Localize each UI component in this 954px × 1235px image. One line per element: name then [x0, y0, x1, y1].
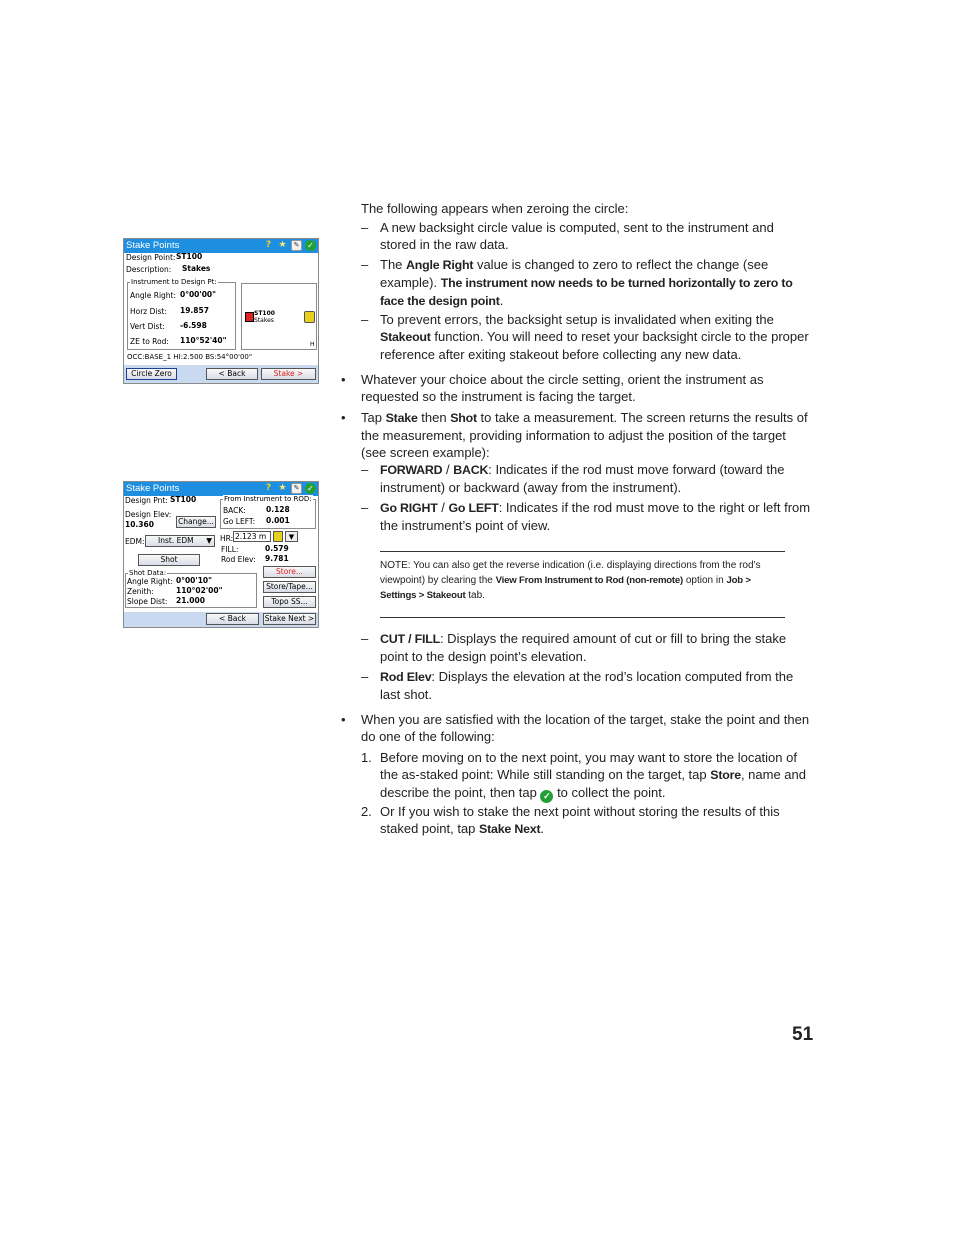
change-button[interactable]: Change... — [176, 516, 216, 528]
topo-ss-button[interactable]: Topo SS... — [263, 596, 316, 608]
dash-marker: – — [361, 257, 369, 272]
note-bottom-rule — [380, 617, 785, 618]
edm-label: EDM: — [125, 537, 145, 546]
store-tape-button[interactable]: Store/Tape... — [263, 581, 316, 593]
design-pnt-label: Design Pnt: — [125, 496, 168, 505]
back-button[interactable]: < Back — [206, 368, 258, 380]
map-point-sub: Stakes — [254, 317, 274, 324]
back-button[interactable]: < Back — [206, 613, 259, 625]
ok-check-icon[interactable]: ✓ — [305, 240, 316, 251]
angle-right-value: 0°00'00" — [180, 290, 217, 299]
fill-value: 0.579 — [265, 544, 289, 553]
note-top-rule — [380, 551, 785, 552]
edm-select-value: Inst. EDM — [158, 536, 194, 545]
design-point-marker-icon — [245, 312, 254, 322]
go-left-value: 0.001 — [266, 516, 290, 525]
intro-paragraph: The following appears when zeroing the circle: — [361, 201, 629, 216]
slope-dist-value: 21.000 — [176, 596, 205, 605]
zenith-value: 110°02'00" — [176, 586, 223, 595]
description-label: Description: — [126, 265, 172, 274]
window-title: Stake Points — [126, 483, 180, 494]
bullet-marker: • — [341, 410, 346, 425]
angle-right-value: 0°00'10" — [176, 576, 213, 585]
shot-button[interactable]: Shot — [138, 554, 200, 566]
favorites-icon[interactable]: ★ — [278, 483, 287, 493]
map-corner-label: H — [310, 341, 315, 348]
dash-item-angle-right: The Angle Right value is changed to zero to reflect the change (see example). The instrument now needs to be turned horizontally to zero to face the design point. — [380, 257, 793, 308]
instrument-icon — [304, 311, 315, 323]
back-value: 0.128 — [266, 505, 290, 514]
vert-dist-label: Vert Dist: — [130, 322, 165, 331]
hr-input[interactable]: 2.123 m — [233, 531, 271, 542]
stake-next-button[interactable]: Stake Next > — [264, 614, 315, 623]
screenshot-stake-points-shot — [123, 481, 319, 628]
note-reverse-indication: NOTE: You can also get the reverse indication (i.e. displaying directions from the rod’s viewpoint) by clearing the View From Instrument to Rod (non-remote) option in Job > Settings > Stakeout tab. — [380, 560, 761, 601]
horz-dist-label: Horz Dist: — [130, 307, 167, 316]
zenith-label: Zenith: — [127, 587, 154, 596]
from-instrument-to-rod-group — [220, 495, 316, 529]
design-point-label: Design Point: — [126, 253, 176, 262]
ze-to-rod-value: 110°52'40" — [180, 336, 227, 345]
group-label: Instrument to Design Pt: — [131, 278, 217, 286]
step-store-point: Before moving on to the next point, you may want to store the location of the as-staked point: While still standing on the target, tap Store, name and describe the point, then tap ✓ to collect the point. — [380, 750, 806, 801]
help-icon[interactable]: ? — [265, 483, 272, 493]
dash-marker: – — [361, 631, 369, 646]
chevron-down-icon: ▼ — [206, 536, 212, 545]
fill-label: FILL: — [221, 545, 239, 554]
design-elev-value: 10.360 — [125, 520, 154, 529]
bullet-marker: • — [341, 712, 346, 727]
map-point-label: ST100 — [254, 310, 275, 317]
dash-item-forward-back: FORWARD / BACK: Indicates if the rod must move forward (toward the instrument) or backward (away from the instrument). — [380, 462, 785, 495]
notes-icon[interactable]: ✎ — [291, 483, 302, 494]
dash-marker: – — [361, 312, 369, 327]
bullet-orient-instrument: Whatever your choice about the circle setting, orient the instrument as requested so the instrument is facing the target. — [361, 372, 764, 404]
step-stake-next: Or If you wish to stake the next point without storing the results of this staked point, tap Stake Next. — [380, 804, 780, 836]
title-bar — [124, 482, 318, 496]
dash-item-prevent-errors: To prevent errors, the backsight setup is invalidated when exiting the Stakeout function. You will need to reset your backsight circle to the proper reference after exiting stakeout before collecting any new data. — [380, 312, 809, 362]
number-marker: 1. — [361, 750, 372, 765]
vert-dist-value: -6.598 — [180, 321, 207, 330]
bullet-satisfied-location: When you are satisfied with the location of the target, stake the point and then do one of the following: — [361, 712, 810, 744]
occupation-status: OCC:BASE_1 HI:2.500 BS:54°00'00" — [127, 353, 253, 361]
instrument-to-design-group — [127, 278, 236, 350]
page-number: 51 — [792, 1024, 814, 1045]
window-title: Stake Points — [126, 240, 180, 251]
horz-dist-value: 19.857 — [180, 306, 209, 315]
back-label: BACK: — [223, 506, 246, 515]
group-label: Shot Data: — [129, 569, 167, 577]
screenshot-stake-points-circle-zero — [123, 238, 319, 384]
dash-item-go-right-left: Go RIGHT / Go LEFT: Indicates if the rod must move to the right or left from the instrument’s point of view. — [380, 500, 811, 533]
design-point-value: ST100 — [176, 252, 203, 261]
rod-elev-value: 9.781 — [265, 554, 289, 563]
go-left-label: Go LEFT: — [223, 517, 256, 526]
notes-icon[interactable]: ✎ — [291, 240, 302, 251]
bullet-marker: • — [341, 372, 346, 387]
rod-elev-label: Rod Elev: — [221, 555, 256, 564]
help-icon[interactable]: ? — [265, 240, 272, 250]
hr-label: HR: — [220, 534, 234, 543]
dash-marker: – — [361, 462, 369, 477]
angle-right-label: Angle Right: — [127, 577, 174, 586]
target-icon[interactable] — [273, 531, 283, 542]
slope-dist-label: Slope Dist: — [127, 597, 168, 606]
design-pnt-value: ST100 — [170, 495, 197, 504]
design-elev-label: Design Elev: — [125, 510, 172, 519]
description-value: Stakes — [182, 264, 211, 273]
hr-dropdown-chevron-icon[interactable]: ▼ — [285, 531, 298, 542]
stake-button[interactable]: Stake > — [261, 368, 316, 380]
ze-to-rod-label: ZE to Rod: — [130, 337, 169, 346]
angle-right-label: Angle Right: — [130, 291, 177, 300]
title-bar — [124, 239, 318, 253]
group-label: From Instrument to ROD: — [224, 495, 312, 503]
ok-check-icon[interactable]: ✓ — [305, 483, 316, 494]
circle-zero-button[interactable]: Circle Zero — [126, 368, 177, 380]
dash-marker: – — [361, 669, 369, 684]
ok-check-icon: ✓ — [540, 790, 553, 803]
store-button[interactable]: Store... — [263, 566, 316, 578]
bullet-tap-stake-shot: Tap Stake then Shot to take a measurement. The screen returns the results of the measurement, providing information to adjust the position of the target (see screen example): — [361, 410, 808, 460]
dash-marker: – — [361, 500, 369, 515]
dash-item-rod-elev: Rod Elev: Displays the elevation at the rod’s location computed from the last shot. — [380, 669, 794, 702]
number-marker: 2. — [361, 804, 372, 819]
dash-marker: – — [361, 220, 369, 235]
shot-data-group — [125, 569, 257, 608]
edm-select[interactable] — [145, 535, 215, 547]
dash-item-backsight: A new backsight circle value is computed, sent to the instrument and stored in the raw data. — [380, 220, 774, 252]
favorites-icon[interactable]: ★ — [278, 240, 287, 250]
stake-map-view[interactable] — [241, 283, 317, 350]
dash-item-cut-fill: CUT / FILL: Displays the required amount of cut or fill to bring the stake point to the design point’s elevation. — [380, 631, 787, 664]
